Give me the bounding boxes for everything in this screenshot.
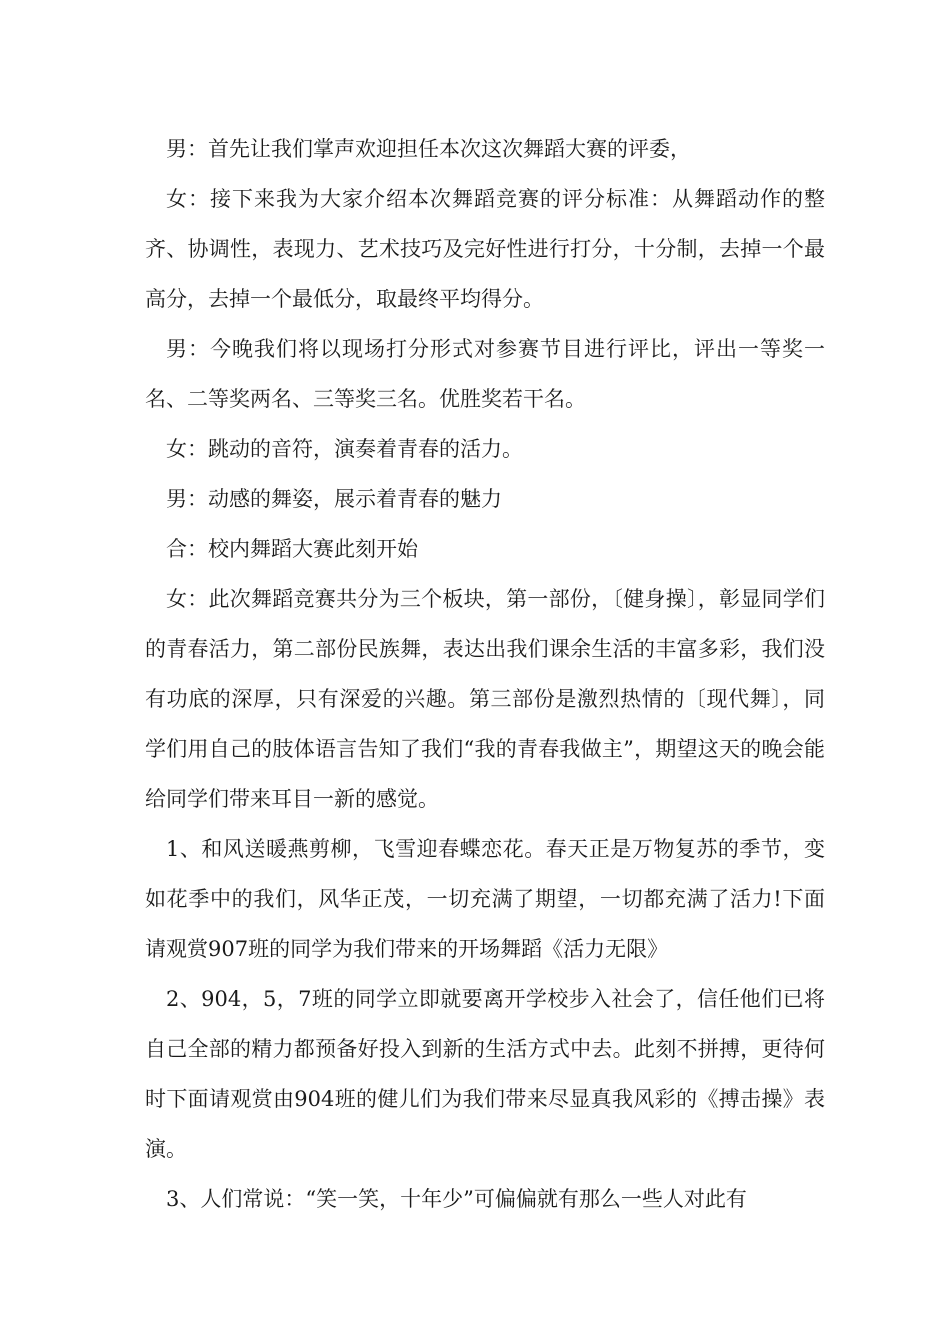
paragraph-2: 女：接下来我为大家介绍本次舞蹈竞赛的评分标准：从舞蹈动作的整齐、协调性，表现力、艺术技巧及完好性进行打分，十分制，去掉一个最高分，去掉一个最低分，取最终平均得分。 bbox=[145, 187, 825, 311]
paragraph-4: 女：跳动的音符，演奏着青春的活力。 bbox=[166, 437, 523, 461]
paragraph-9: 2、904，5，7班的同学立即就要离开学校步入社会了，信任他们已将自己全部的精力都预备好投入到新的生活方式中去。此刻不拼搏，更待何时下面请观赏由904班的健儿们为我们带来尽显真我风彩的《搏击操》表演。 bbox=[145, 987, 825, 1161]
paragraph-10: 3、人们常说：“笑一笑，十年少”可偏偏就有那么一些人对此有 bbox=[166, 1187, 747, 1211]
paragraph-7: 女：此次舞蹈竞赛共分为三个板块，第一部份，〔健身操〕，彰显同学们的青春活力，第二部份民族舞，表达出我们课余生活的丰富多彩，我们没有功底的深厚，只有深爱的兴趣。第三部份是激烈热情的〔现代舞〕，同学们用自己的肢体语言告知了我们“我的青春我做主”，期望这天的晚会能给同学们带来耳目一新的感觉。 bbox=[145, 587, 825, 811]
paragraph-8: 1、和风送暖燕剪柳，飞雪迎春蝶恋花。春天正是万物复苏的季节，变如花季中的我们，风华正茂，一切充满了期望，一切都充满了活力!下面请观赏907班的同学为我们带来的开场舞蹈《活力无限》 bbox=[145, 837, 825, 961]
paragraph-1: 男：首先让我们掌声欢迎担任本次这次舞蹈大赛的评委， bbox=[166, 137, 691, 161]
document-body bbox=[145, 124, 825, 1224]
paragraph-5: 男：动感的舞姿，展示着青春的魅力 bbox=[166, 487, 502, 511]
paragraph-6: 合：校内舞蹈大赛此刻开始 bbox=[166, 537, 418, 561]
paragraph-3: 男：今晚我们将以现场打分形式对参赛节目进行评比，评出一等奖一名、二等奖两名、三等奖三名。优胜奖若干名。 bbox=[145, 337, 825, 411]
